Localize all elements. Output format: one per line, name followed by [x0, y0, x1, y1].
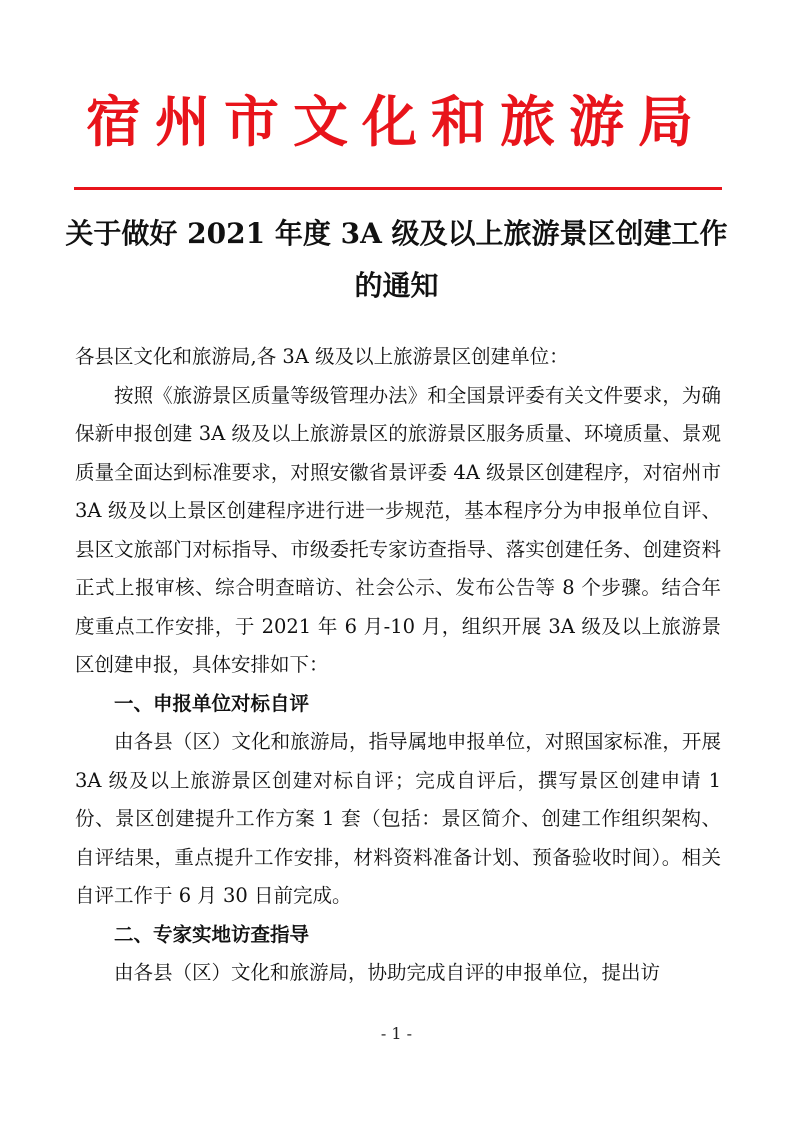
section-heading-2: 二、专家实地访查指导 [114, 922, 310, 946]
section-heading-1: 一、申报单位对标自评 [114, 691, 310, 715]
intro-paragraph: 按照《旅游景区质量等级管理办法》和全国景评委有关文件要求，为确保新申报创建 3A 级及以上旅游景区的旅游景区服务质量、环境质量、景观质量全面达到标准要求，对照安徽省景评委 4A 级景区创建程序，对宿州市 3A 级及以上景区创建程序进行进一步规范，基本程序分为申报单位自评、县区文旅部门对标指导、市级委托专家访查指导、落实创建任务、创建资料正式上报审核、综合明查暗访、社会公示、发布公告等 8 个步骤。结合年度重点工作安排，于 2021 年 6 月-10 月，组织开展 3A 级及以上旅游景区创建申报，具体安排如下： [75, 383, 721, 676]
page-number: - 1 - [380, 1024, 413, 1043]
header-red-rule [74, 187, 722, 190]
issuing-authority-header: 宿州市文化和旅游局 [85, 89, 707, 154]
document-title [60, 208, 733, 312]
document-title-line-1: 关于做好 2021 年度 3A 级及以上旅游景区创建工作 [65, 217, 728, 250]
document-title-line-2: 的通知 [354, 269, 439, 302]
section-paragraph-1: 由各县（区）文化和旅游局，指导属地申报单位，对照国家标准，开展 3A 级及以上旅游景区创建对标自评；完成自评后，撰写景区创建申请 1 份、景区创建提升工作方案 1 套（包括：景区简介、创建工作组织架构、自评结果，重点提升工作安排，材料资料准备计划、预备验收时间）。相关自评工作于 6 月 30 日前完成。 [75, 730, 721, 907]
document-body [75, 338, 721, 993]
salutation: 各县区文化和旅游局,各 3A 级及以上旅游景区创建单位： [75, 345, 569, 368]
section-paragraph-2: 由各县（区）文化和旅游局，协助完成自评的申报单位，提出访 [114, 961, 661, 984]
